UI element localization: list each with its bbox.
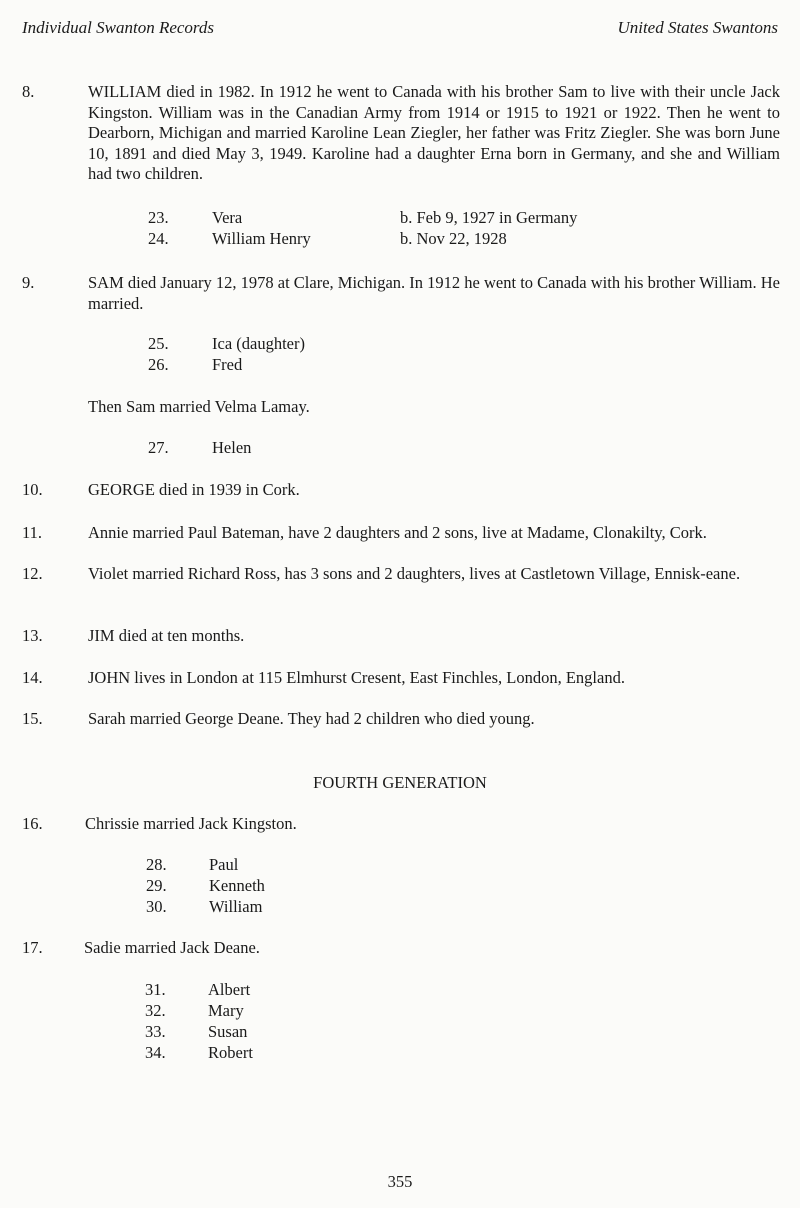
child-name: Mary <box>208 1001 244 1020</box>
entry-number: 13. <box>22 626 43 645</box>
child-number: 33. <box>145 1022 166 1041</box>
child-name: William <box>209 897 263 916</box>
child-name: Robert <box>208 1043 253 1062</box>
entry-number: 16. <box>22 814 43 833</box>
child-name: Vera <box>212 208 243 227</box>
child-number: 34. <box>145 1043 166 1062</box>
child-info: b. Feb 9, 1927 in Germany <box>400 208 578 227</box>
remark-text: Then Sam married Velma Lamay. <box>88 397 310 416</box>
page-number: 355 <box>387 1172 413 1191</box>
child-name: Helen <box>212 438 252 457</box>
child-number: 26. <box>148 355 169 374</box>
entry-text: JOHN lives in London at 115 Elmhurst Cresent, East Finchles, London, England. <box>88 668 625 687</box>
child-info: b. Nov 22, 1928 <box>400 229 507 248</box>
child-name: Fred <box>212 355 243 374</box>
entry-number: 12. <box>22 564 43 583</box>
entry-number: 15. <box>22 709 43 728</box>
entry-text: SAM died January 12, 1978 at Clare, Michigan. In 1912 he went to Canada with his brother William. He married. <box>88 273 780 313</box>
child-number: 31. <box>145 980 166 999</box>
entry-text: JIM died at ten months. <box>88 626 245 645</box>
child-number: 23. <box>148 208 169 227</box>
child-number: 27. <box>148 438 169 457</box>
entry-number: 10. <box>22 480 43 499</box>
child-name: Ica (daughter) <box>212 334 305 353</box>
entry-number: 14. <box>22 668 43 687</box>
entry-text: Violet married Richard Ross, has 3 sons and 2 daughters, lives at Castletown Village, Ennisk-eane. <box>88 564 741 583</box>
child-name: Kenneth <box>209 876 265 895</box>
entry-text: WILLIAM died in 1982. In 1912 he went to Canada with his brother Sam to live with their uncle Jack Kingston. William was in the Canadian Army from 1914 or 1915 to 1921 or 1922. Then he went to Dearborn, Michigan and married Karoline Lean Ziegler, her father was Fritz Ziegler. She was born June 10, 1891 and died May 3, 1949. Karoline had a daughter Erna born in Germany, and she and William had two children. <box>88 82 780 183</box>
child-name: William Henry <box>212 229 311 248</box>
child-number: 24. <box>148 229 169 248</box>
child-number: 25. <box>148 334 169 353</box>
child-name: Paul <box>209 855 239 874</box>
entry-number: 8. <box>22 82 35 101</box>
entry-number: 17. <box>22 938 43 957</box>
entry-text: Sarah married George Deane. They had 2 children who died young. <box>88 709 535 728</box>
running-header-left: Individual Swanton Records <box>22 18 215 37</box>
child-name: Albert <box>208 980 251 999</box>
section-title: FOURTH GENERATION <box>313 773 487 792</box>
child-number: 29. <box>146 876 167 895</box>
entry-text: Annie married Paul Bateman, have 2 daughters and 2 sons, live at Madame, Clonakilty, Cork. <box>88 523 707 542</box>
entry-number: 11. <box>22 523 43 542</box>
child-number: 30. <box>146 897 167 916</box>
entry-text: Sadie married Jack Deane. <box>84 938 260 957</box>
child-number: 28. <box>146 855 167 874</box>
child-name: Susan <box>208 1022 248 1041</box>
running-header-right: United States Swantons <box>617 18 778 37</box>
entry-number: 9. <box>22 273 35 292</box>
child-number: 32. <box>145 1001 166 1020</box>
entry-text: Chrissie married Jack Kingston. <box>85 814 297 833</box>
entry-text: GEORGE died in 1939 in Cork. <box>88 480 300 499</box>
